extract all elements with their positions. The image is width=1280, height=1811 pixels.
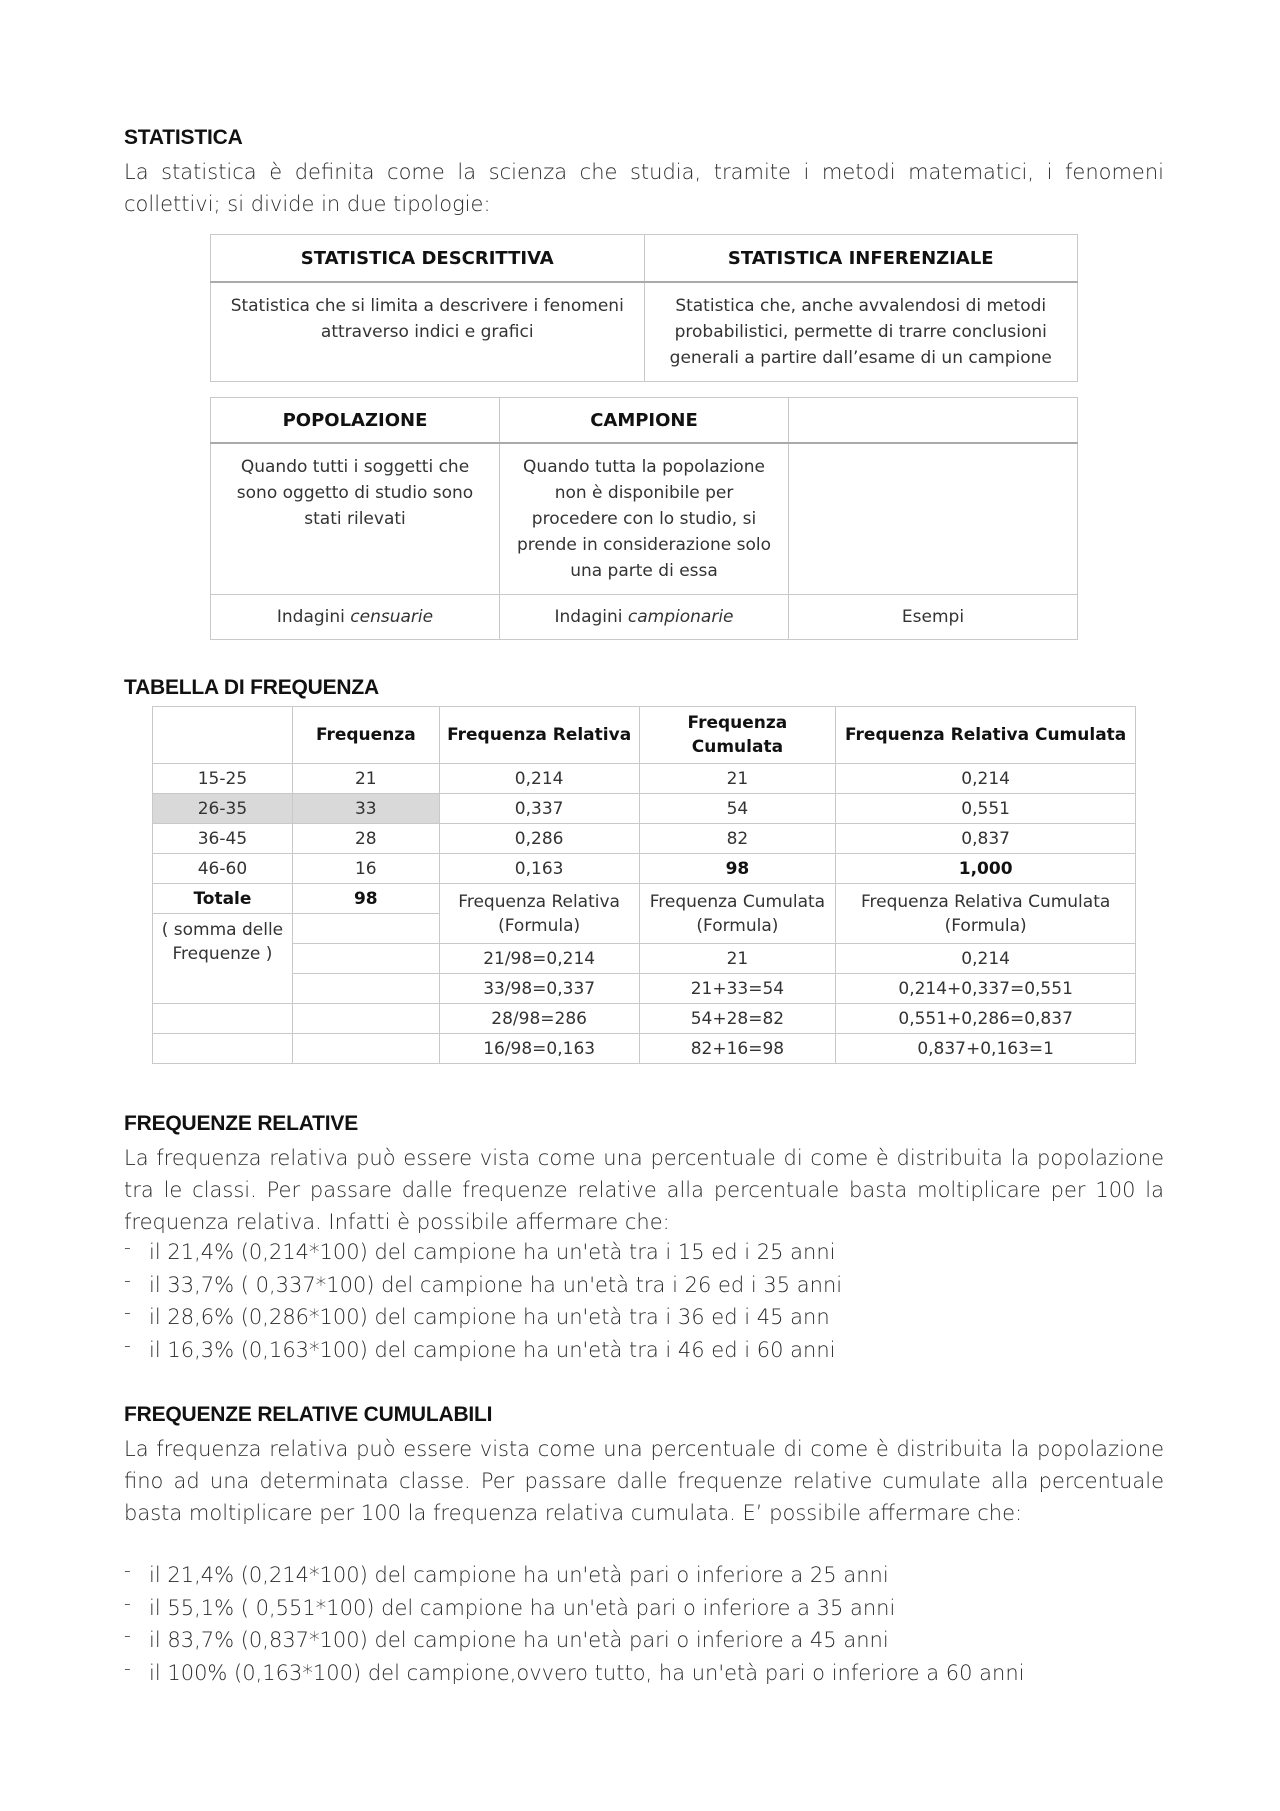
formula-row: 21/98=0,214 21 0,214 <box>153 944 1136 974</box>
indagini-campionarie: Indagini campionarie <box>500 595 789 640</box>
frequenze-relative-text: La frequenza relativa può essere vista come una percentuale di come è distribuita la popolazione tra le classi. Per passare dalle frequenze relative alla percentuale basta moltiplicare per 100 la frequenza relativa. Infatti è possibile affermare che: <box>124 1146 1164 1234</box>
table-row: 26-35 33 0,337 54 0,551 <box>153 794 1136 824</box>
formula-row: 28/98=286 54+28=82 0,551+0,286=0,837 <box>153 1004 1136 1034</box>
header-campione: CAMPIONE <box>500 398 789 444</box>
header-frequenza-cumulata: Frequenza Cumulata <box>639 707 836 764</box>
header-descrittiva: STATISTICA DESCRITTIVA <box>211 235 645 283</box>
table-row: 36-45 28 0,286 82 0,837 <box>153 824 1136 854</box>
header-frequenza-relativa: Frequenza Relativa <box>439 707 639 764</box>
totale-row: Totale 98 Frequenza Relativa (Formula) Frequenza Cumulata (Formula) Frequenza Relativa Cumulata (Formula) <box>153 884 1136 914</box>
list-item: - il 100% (0,163*100) del campione,ovvero tutto, ha un'età pari o inferiore a 60 anni <box>124 1657 1025 1690</box>
header-popolazione: POPOLAZIONE <box>211 398 500 444</box>
esempi-cell: Esempi <box>789 595 1078 640</box>
popolazione-description: Quando tutti i soggetti che sono oggetto di studio sono stati rilevati <box>211 443 500 595</box>
header-frequenza-relativa-cumulata: Frequenza Relativa Cumulata <box>836 707 1136 764</box>
indagini-censuarie: Indagini censuarie <box>211 595 500 640</box>
table-row: 15-25 21 0,214 21 0,214 <box>153 764 1136 794</box>
section-title-frequenze-cumulabili: FREQUENZE RELATIVE CUMULABILI <box>124 1403 493 1426</box>
descrittiva-cell: Statistica che si limita a descrivere i fenomeni attraverso indici e grafici <box>211 282 645 382</box>
section-title-frequenza: TABELLA DI FREQUENZA <box>124 676 379 699</box>
list-item: - il 28,6% (0,286*100) del campione ha un'età tra i 36 ed i 45 ann <box>124 1301 842 1334</box>
totale-value: 98 <box>292 884 439 914</box>
section-title-frequenze-relative: FREQUENZE RELATIVE <box>124 1112 359 1135</box>
list-item: - il 55,1% ( 0,551*100) del campione ha un'età pari o inferiore a 35 anni <box>124 1592 1025 1625</box>
table-row: 46-60 16 0,163 98 1,000 <box>153 854 1136 884</box>
frequency-table <box>152 706 1136 1064</box>
inferenziale-cell: Statistica che, anche avvalendosi di metodi probabilistici, permette di trarre conclusioni generali a partire dall’esame di un campione <box>644 282 1078 382</box>
list-item: - il 16,3% (0,163*100) del campione ha un'età tra i 46 ed i 60 anni <box>124 1334 842 1367</box>
list-item: - il 21,4% (0,214*100) del campione ha un'età tra i 15 ed i 25 anni <box>124 1236 842 1269</box>
header-frequenza: Frequenza <box>292 707 439 764</box>
frequenze-relative-list <box>124 1236 842 1366</box>
header-inferenziale: STATISTICA INFERENZIALE <box>644 235 1078 283</box>
header-empty <box>789 398 1078 444</box>
popolazione-table <box>210 397 1078 640</box>
totale-label: Totale <box>153 884 293 914</box>
formula-row: 16/98=0,163 82+16=98 0,837+0,163=1 <box>153 1034 1136 1064</box>
list-item: - il 21,4% (0,214*100) del campione ha un'età pari o inferiore a 25 anni <box>124 1559 1025 1592</box>
formula-row: 33/98=0,337 21+33=54 0,214+0,337=0,551 <box>153 974 1136 1004</box>
list-item: - il 33,7% ( 0,337*100) del campione ha un'età tra i 26 ed i 35 anni <box>124 1269 842 1302</box>
campione-description: Quando tutta la popolazione non è disponibile per procedere con lo studio, si prende in considerazione solo una parte di essa <box>500 443 789 595</box>
tipologie-table <box>210 234 1078 382</box>
frequenze-cumulabili-list <box>124 1559 1025 1689</box>
empty-description <box>789 443 1078 595</box>
frequenze-cumulabili-text: La frequenza relativa può essere vista come una percentuale di come è distribuita la popolazione fino ad una determinata classe. Per passare dalle frequenze relative cumulate alla percentuale basta moltiplicare per 100 la frequenza relativa cumulata. E’ possibile affermare che: <box>124 1437 1164 1525</box>
list-item: - il 83,7% (0,837*100) del campione ha un'età pari o inferiore a 45 anni <box>124 1624 1025 1657</box>
section-title-statistica: STATISTICA <box>124 126 243 149</box>
statistica-intro: La statistica è definita come la scienza che studia, tramite i metodi matematici, i fenomeni collettivi; si divide in due tipologie: <box>124 160 1164 216</box>
somma-note: ( somma delle Frequenze ) <box>153 914 293 1004</box>
header-class <box>153 707 293 764</box>
